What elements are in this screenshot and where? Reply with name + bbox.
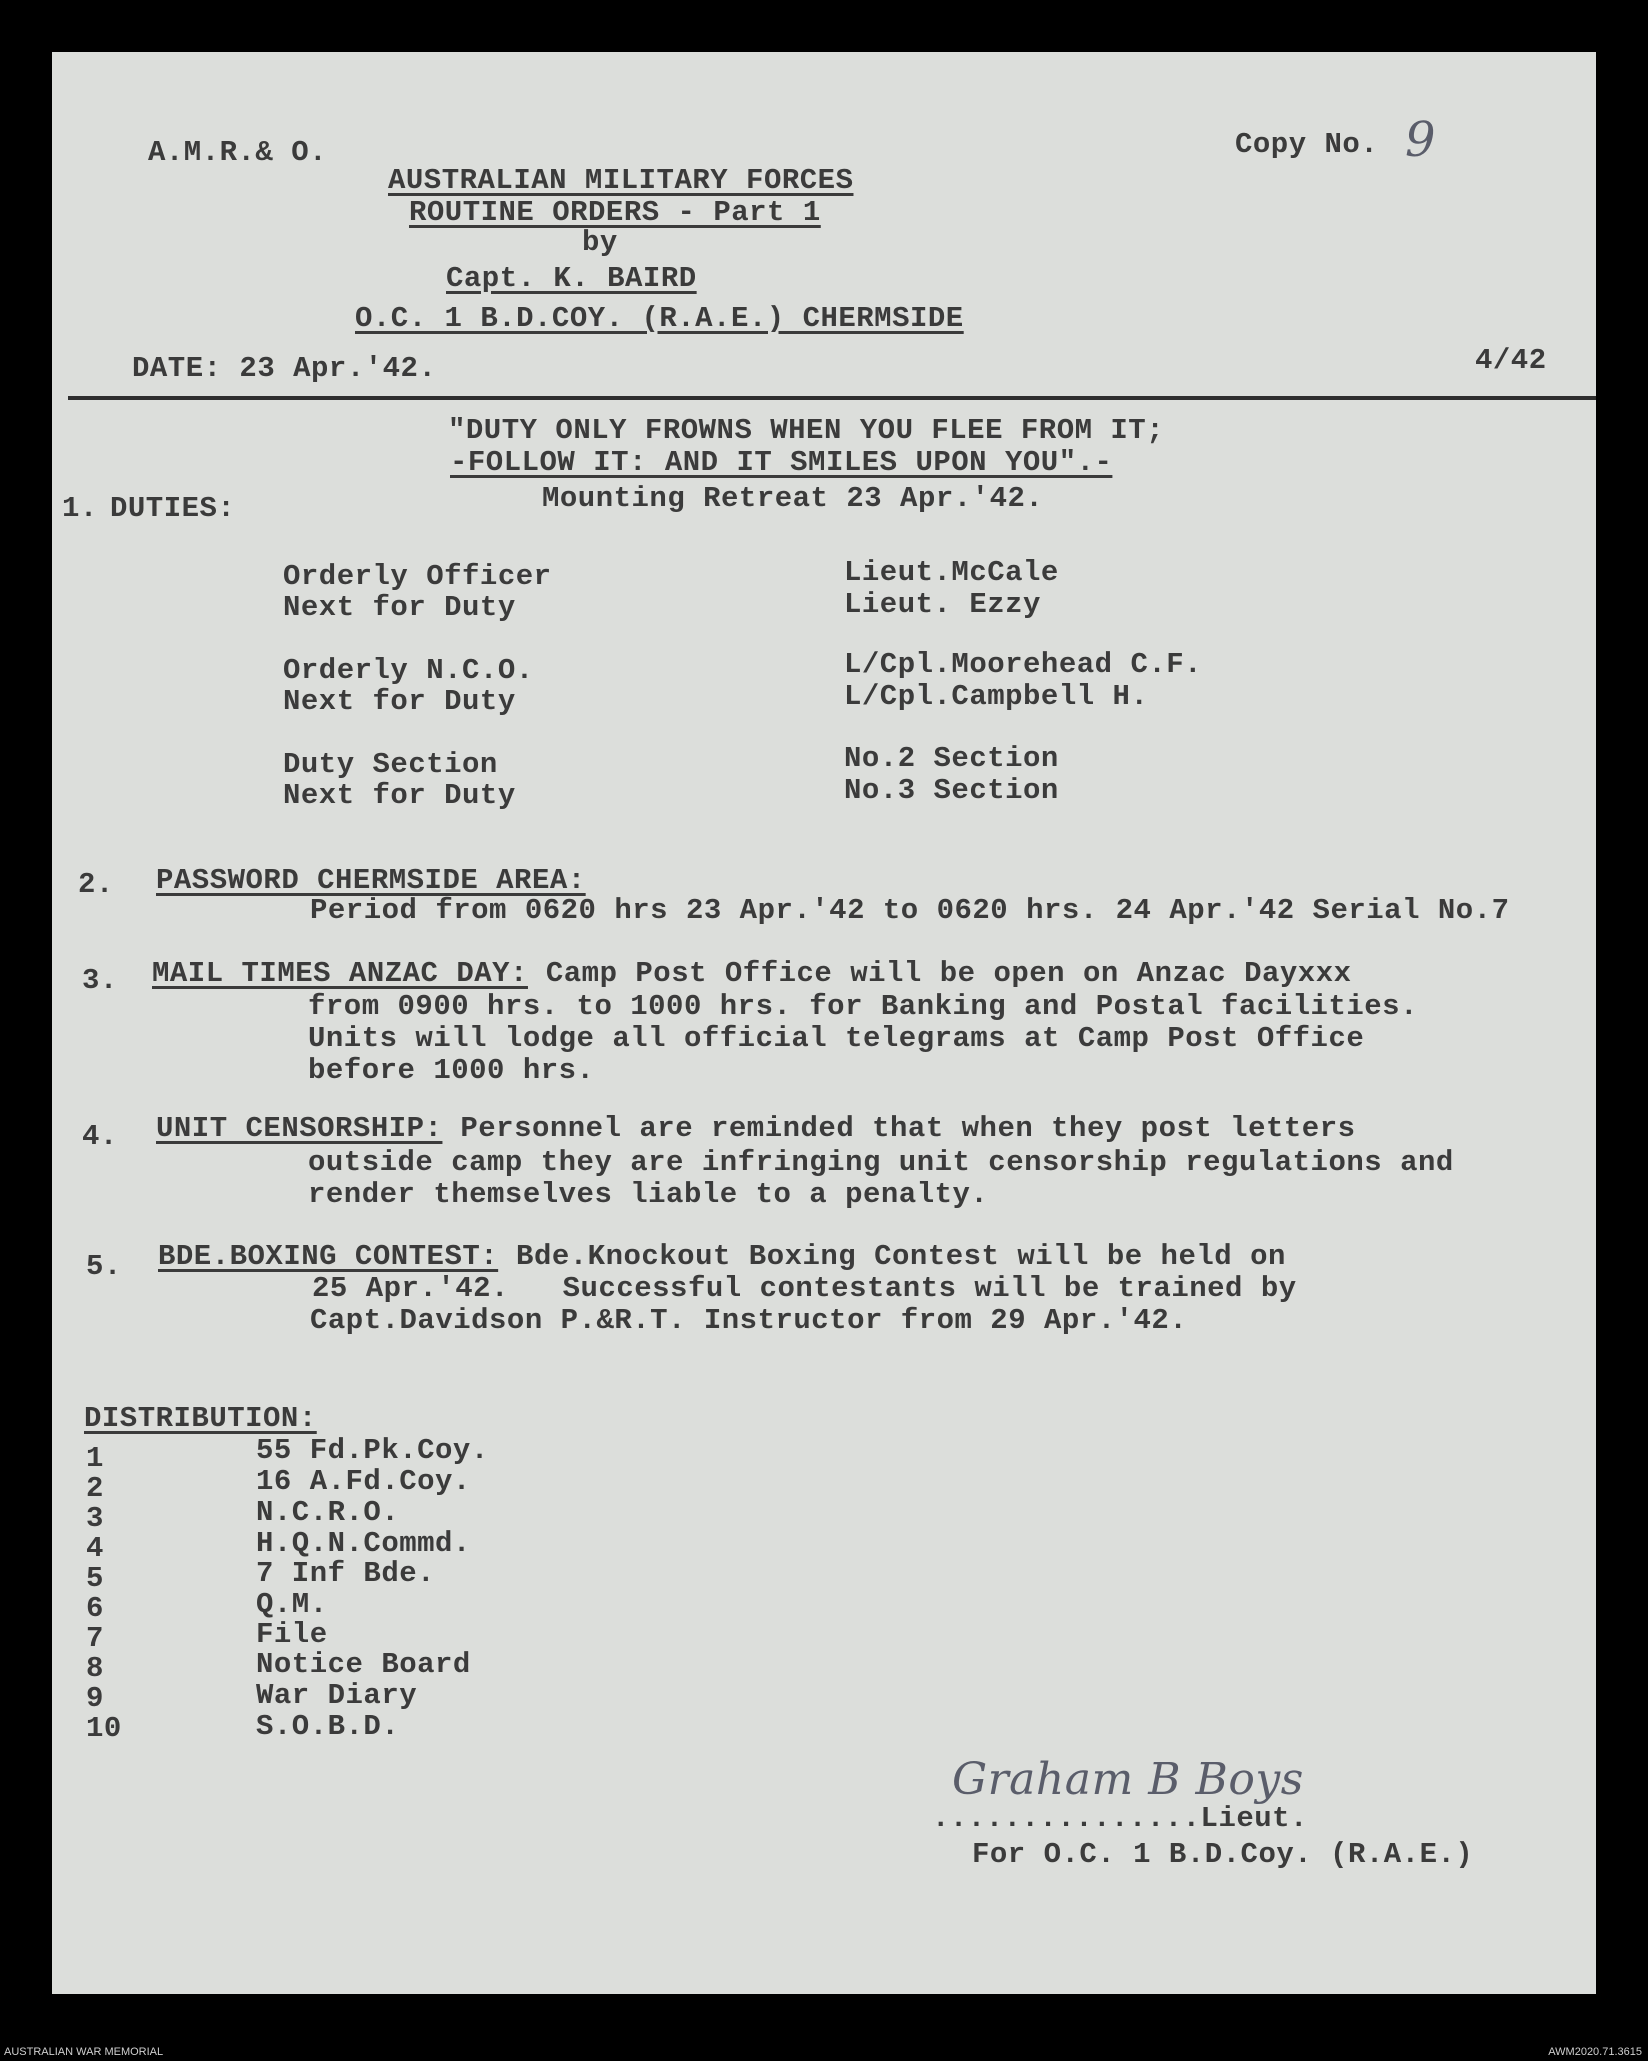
- signature: Graham B Boys: [952, 1754, 1304, 1805]
- item-text: Period from 0620 hrs 23 Apr.'42 to 0620 hrs. 24 Apr.'42 Serial No.7: [310, 894, 1510, 927]
- distribution-recipient: S.O.B.D.: [256, 1710, 400, 1743]
- distribution-number: 8: [86, 1652, 104, 1685]
- distribution-number: 4: [86, 1532, 104, 1565]
- item-paragraph: [152, 957, 1352, 990]
- item-heading: UNIT CENSORSHIP:: [156, 1112, 443, 1145]
- distribution-recipient: Notice Board: [256, 1648, 471, 1681]
- distribution-recipient: 7 Inf Bde.: [256, 1557, 436, 1590]
- duty-role: Next for Duty: [283, 685, 516, 718]
- distribution-recipient: 16 A.Fd.Coy.: [256, 1465, 471, 1498]
- order-number: 4/42: [1475, 344, 1547, 377]
- unit-name: O.C. 1 B.D.COY. (R.A.E.) CHERMSIDE: [355, 302, 964, 335]
- duty-role: Next for Duty: [283, 779, 516, 812]
- item-text: Units will lodge all official telegrams at Camp Post Office: [308, 1022, 1365, 1055]
- item-heading: PASSWORD CHERMSIDE AREA:: [156, 864, 586, 897]
- title-line-2: ROUTINE ORDERS - Part 1: [409, 196, 821, 229]
- distribution-recipient: H.Q.N.Commd.: [256, 1527, 471, 1560]
- reference-code: A.M.R.& O.: [148, 136, 328, 169]
- item-number: 4.: [82, 1120, 118, 1153]
- distribution-recipient: 55 Fd.Pk.Coy.: [256, 1434, 489, 1467]
- duty-name: No.3 Section: [844, 774, 1059, 807]
- duties-number: 1.: [62, 492, 98, 525]
- duty-role: Orderly N.C.O.: [283, 654, 534, 687]
- copy-number: 9: [1405, 112, 1437, 168]
- motto-line-2: -FOLLOW IT: AND IT SMILES UPON YOU".-: [450, 446, 1113, 479]
- item-text: 25 Apr.'42. Successful contestants will be trained by: [312, 1272, 1297, 1305]
- item-text: before 1000 hrs.: [308, 1054, 595, 1087]
- duty-name: Lieut. Ezzy: [844, 588, 1041, 621]
- distribution-number: 9: [86, 1682, 104, 1715]
- item-paragraph: [156, 1112, 1356, 1145]
- copy-label: Copy No.: [1235, 128, 1379, 161]
- distribution-recipient: N.C.R.O.: [256, 1496, 400, 1529]
- title-line-1: AUSTRALIAN MILITARY FORCES: [388, 164, 854, 197]
- motto-line-1: "DUTY ONLY FROWNS WHEN YOU FLEE FROM IT;: [448, 414, 1165, 447]
- signature-rank: ...............Lieut.: [932, 1802, 1308, 1835]
- distribution-recipient: File: [256, 1618, 328, 1651]
- item-text: Camp Post Office will be open on Anzac Dayxxx: [527, 957, 1352, 990]
- item-text: outside camp they are infringing unit censorship regulations and: [308, 1146, 1454, 1179]
- item-number: 3.: [82, 964, 118, 997]
- distribution-number: 10: [86, 1712, 122, 1745]
- distribution-recipient: Q.M.: [256, 1588, 328, 1621]
- item-heading: MAIL TIMES ANZAC DAY:: [152, 957, 528, 990]
- item-number: 5.: [86, 1250, 122, 1283]
- duty-role: Orderly Officer: [283, 560, 552, 593]
- duties-subheading: Mounting Retreat 23 Apr.'42.: [542, 482, 1044, 515]
- distribution-heading: DISTRIBUTION:: [84, 1402, 317, 1435]
- item-heading: BDE.BOXING CONTEST:: [158, 1240, 499, 1273]
- item-paragraph: [158, 1240, 1286, 1273]
- order-date: DATE: 23 Apr.'42.: [132, 352, 437, 385]
- item-number: 2.: [78, 868, 114, 901]
- footer-accession: AWM2020.71.3615: [1548, 2046, 1642, 2058]
- duty-name: No.2 Section: [844, 742, 1059, 775]
- signature-for-line: For O.C. 1 B.D.Coy. (R.A.E.): [972, 1838, 1474, 1871]
- duty-name: L/Cpl.Moorehead C.F.: [844, 648, 1203, 681]
- document-page: [52, 52, 1596, 1994]
- duties-heading: DUTIES:: [110, 492, 236, 525]
- distribution-number: 5: [86, 1562, 104, 1595]
- distribution-number: 2: [86, 1472, 104, 1505]
- item-text: Bde.Knockout Boxing Contest will be held on: [498, 1240, 1286, 1273]
- distribution-recipient: War Diary: [256, 1679, 418, 1712]
- distribution-number: 6: [86, 1592, 104, 1625]
- distribution-number: 3: [86, 1502, 104, 1535]
- distribution-number: 7: [86, 1622, 104, 1655]
- footer-source: AUSTRALIAN WAR MEMORIAL: [4, 2046, 164, 2058]
- duty-role: Next for Duty: [283, 591, 516, 624]
- officer-name: Capt. K. BAIRD: [446, 262, 697, 295]
- duty-name: L/Cpl.Campbell H.: [844, 680, 1149, 713]
- by-word: by: [582, 226, 618, 259]
- item-text: render themselves liable to a penalty.: [308, 1178, 989, 1211]
- divider: [68, 396, 1596, 400]
- distribution-number: 1: [86, 1442, 104, 1475]
- duty-name: Lieut.McCale: [844, 556, 1059, 589]
- item-text: from 0900 hrs. to 1000 hrs. for Banking and Postal facilities.: [308, 990, 1418, 1023]
- duty-role: Duty Section: [283, 748, 498, 781]
- item-text: Personnel are reminded that when they post letters: [442, 1112, 1356, 1145]
- item-text: Capt.Davidson P.&R.T. Instructor from 29 Apr.'42.: [310, 1304, 1188, 1337]
